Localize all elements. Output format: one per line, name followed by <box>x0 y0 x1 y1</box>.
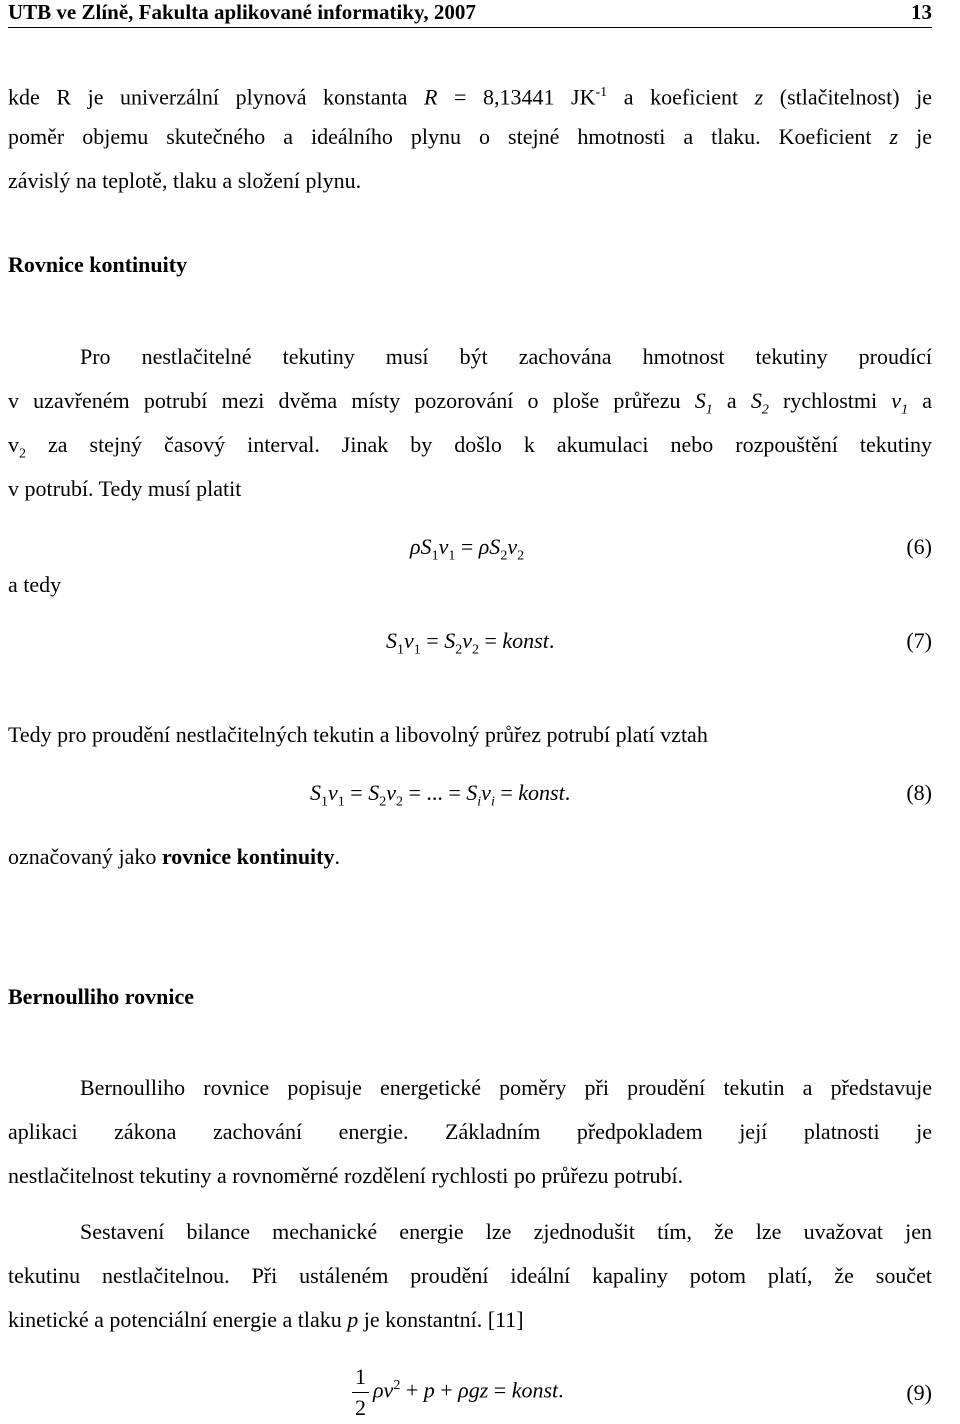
continuity-para-line-4: v potrubí. Tedy musí platit <box>8 476 242 501</box>
equation-9: $\frac{1}{2}$ $\rho v^2 + p + \rho gz$ = konst. <box>352 1362 564 1423</box>
continuity-para-line-1: Pro nestlačitelné tekutiny musí být zachována hmotnost tekutiny proudící <box>80 344 932 369</box>
section-heading-bernoulli: Bernoulliho rovnice <box>8 984 194 1009</box>
continuity-para-line-2: v uzavřeném potrubí mezi dvěma místy pozorování o ploše průřezu $S_1$ a $S_2$ rychlostmi $v_1$ a <box>8 388 933 418</box>
bernoulli-para-2-line-2: tekutinu nestlačitelnou. Při ustáleném proudění ideální kapaliny potom platí, že součet <box>8 1263 932 1288</box>
header-title: UTB ve Zlíně, Fakulta aplikované informatiky, 2007 <box>8 0 476 24</box>
continuity-para-line-3: $v_2$ za stejný časový interval. Jinak by došlo k akumulaci nebo rozpouštění tekutiny <box>8 432 932 462</box>
equation-6-number: (6) <box>906 534 932 559</box>
equation-6: $\rho S_1v_1 = \rho S_2v_2$ <box>410 534 525 564</box>
continuity-para-2: Tedy pro proudění nestlačitelných tekutin a libovolný průřez potrubí platí vztah <box>8 722 708 747</box>
bernoulli-para-1-line-2: aplikaci zákona zachování energie. Základním předpokladem její platnosti je <box>8 1119 932 1144</box>
continuity-para-3: označovaný jako rovnice kontinuity. <box>8 844 340 869</box>
equation-8: $S_1v_1 = S_2v_2$ = ... = $S_iv_i$ = konst. <box>310 780 571 810</box>
bernoulli-para-1-line-3: nestlačitelnost tekutiny a rovnoměrné rozdělení rychlosti po průřezu potrubí. <box>8 1163 684 1188</box>
fraction-one-half: $\frac{1}{2}$ <box>352 1362 369 1423</box>
bernoulli-para-2-line-3: kinetické a potenciální energie a tlaku p je konstantní. [11] <box>8 1307 524 1332</box>
equation-7-number: (7) <box>906 628 932 653</box>
bernoulli-para-1-line-1: Bernoulliho rovnice popisuje energetické poměry při proudění tekutin a představuje <box>80 1075 932 1100</box>
paragraph-1-line-3: závislý na teplotě, tlaku a složení plynu. <box>8 168 362 193</box>
text-a-tedy: a tedy <box>8 572 62 597</box>
paragraph-1-line-1: kde R je univerzální plynová konstanta R = 8,13441 $JK^{-1}$ a koeficient z (stlačitelnost) je <box>8 84 932 110</box>
equation-7: $S_1v_1 = S_2v_2$ = konst. <box>386 628 555 658</box>
section-heading-continuity: Rovnice kontinuity <box>8 252 188 277</box>
equation-8-number: (8) <box>906 780 932 805</box>
page-number: 13 <box>911 0 932 24</box>
paragraph-1-line-2: poměr objemu skutečného a ideálního plynu o stejné hmotnosti a tlaku. Koeficient z je <box>8 124 932 149</box>
equation-9-number: (9) <box>906 1380 932 1405</box>
bernoulli-para-2-line-1: Sestavení bilance mechanické energie lze zjednodušit tím, že lze uvažovat jen <box>80 1219 932 1244</box>
page-header <box>8 0 932 28</box>
